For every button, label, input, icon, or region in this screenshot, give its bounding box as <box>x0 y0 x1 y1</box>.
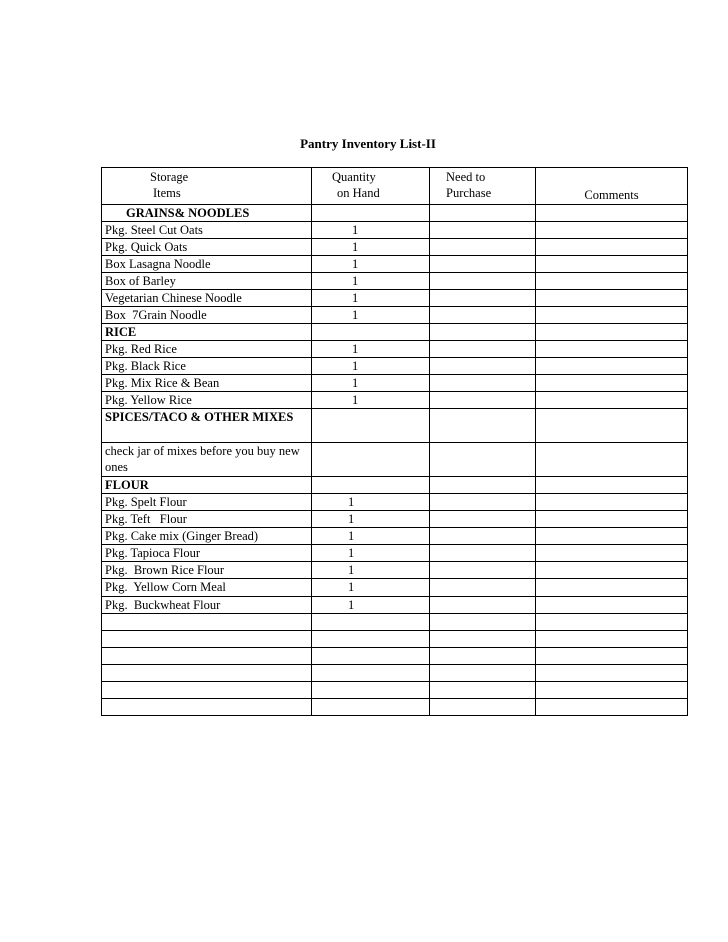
empty-row <box>102 682 688 699</box>
item-cell: Pkg. Quick Oats <box>102 239 312 256</box>
qty-cell <box>312 324 430 341</box>
qty-cell: 1 <box>312 597 430 614</box>
header-storage-line1: Storage <box>150 170 189 184</box>
item-cell <box>102 665 312 682</box>
comment-cell <box>536 324 688 341</box>
header-storage-items <box>102 168 312 205</box>
table-row <box>102 545 688 562</box>
comment-cell <box>536 545 688 562</box>
comment-cell <box>536 494 688 511</box>
qty-cell <box>312 443 430 477</box>
need-cell <box>430 409 536 443</box>
item-cell: Vegetarian Chinese Noodle <box>102 290 312 307</box>
comment-cell <box>536 562 688 579</box>
need-cell <box>430 222 536 239</box>
comment-cell <box>536 648 688 665</box>
need-cell <box>430 528 536 545</box>
header-quantity-line1: Quantity <box>332 170 376 184</box>
comment-cell <box>536 511 688 528</box>
item-cell: Pkg. Spelt Flour <box>102 494 312 511</box>
empty-row <box>102 665 688 682</box>
qty-cell <box>312 648 430 665</box>
item-cell: Pkg. Steel Cut Oats <box>102 222 312 239</box>
item-cell: Pkg. Yellow Rice <box>102 392 312 409</box>
category-label: RICE <box>102 324 312 341</box>
comment-cell <box>536 579 688 597</box>
qty-cell: 1 <box>312 358 430 375</box>
need-cell <box>430 597 536 614</box>
qty-cell: 1 <box>312 307 430 324</box>
qty-cell <box>312 477 430 494</box>
item-cell <box>102 682 312 699</box>
qty-cell: 1 <box>312 222 430 239</box>
qty-cell <box>312 665 430 682</box>
item-cell <box>102 631 312 648</box>
need-cell <box>430 375 536 392</box>
inventory-table <box>101 167 688 716</box>
item-cell: Box 7Grain Noodle <box>102 307 312 324</box>
qty-cell <box>312 409 430 443</box>
comment-cell <box>536 239 688 256</box>
need-cell <box>430 648 536 665</box>
item-cell: Pkg. Black Rice <box>102 358 312 375</box>
comment-cell <box>536 205 688 222</box>
item-cell: Pkg. Yellow Corn Meal <box>102 579 312 597</box>
comment-cell <box>536 477 688 494</box>
item-cell: Pkg. Teft Flour <box>102 511 312 528</box>
qty-cell: 1 <box>312 562 430 579</box>
header-need-line2: Purchase <box>446 186 492 200</box>
table-row <box>102 494 688 511</box>
comment-cell <box>536 409 688 443</box>
item-cell <box>102 699 312 716</box>
comment-cell <box>536 222 688 239</box>
item-cell: Box Lasagna Noodle <box>102 256 312 273</box>
need-cell <box>430 205 536 222</box>
need-cell <box>430 545 536 562</box>
qty-cell: 1 <box>312 392 430 409</box>
comment-cell <box>536 375 688 392</box>
table-row <box>102 239 688 256</box>
comment-cell <box>536 341 688 358</box>
category-label: SPICES/TACO & OTHER MIXES <box>102 409 312 443</box>
qty-cell <box>312 682 430 699</box>
table-row <box>102 324 688 341</box>
qty-cell: 1 <box>312 528 430 545</box>
page-title: Pantry Inventory List-II <box>300 136 436 151</box>
item-cell: Pkg. Buckwheat Flour <box>102 597 312 614</box>
need-cell <box>430 256 536 273</box>
table-row <box>102 409 688 443</box>
qty-cell: 1 <box>312 256 430 273</box>
need-cell <box>430 699 536 716</box>
category-label: FLOUR <box>102 477 312 494</box>
table-row <box>102 256 688 273</box>
need-cell <box>430 290 536 307</box>
comment-cell <box>536 358 688 375</box>
comment-cell <box>536 307 688 324</box>
item-note-cell: check jar of mixes before you buy new ones <box>102 443 312 477</box>
table-row <box>102 597 688 614</box>
item-cell: Pkg. Mix Rice & Bean <box>102 375 312 392</box>
table-row <box>102 511 688 528</box>
qty-cell <box>312 631 430 648</box>
item-cell: Box of Barley <box>102 273 312 290</box>
empty-row <box>102 699 688 716</box>
need-cell <box>430 477 536 494</box>
item-cell: Pkg. Cake mix (Ginger Bread) <box>102 528 312 545</box>
qty-cell: 1 <box>312 375 430 392</box>
table-row <box>102 358 688 375</box>
table-row <box>102 443 688 477</box>
comment-cell <box>536 699 688 716</box>
table-row <box>102 375 688 392</box>
table-row <box>102 307 688 324</box>
need-cell <box>430 341 536 358</box>
need-cell <box>430 665 536 682</box>
comment-cell <box>536 273 688 290</box>
comment-cell <box>536 528 688 545</box>
comment-cell <box>536 682 688 699</box>
need-cell <box>430 579 536 597</box>
qty-cell: 1 <box>312 579 430 597</box>
table-row <box>102 562 688 579</box>
qty-cell: 1 <box>312 511 430 528</box>
comment-cell <box>536 392 688 409</box>
need-cell <box>430 631 536 648</box>
item-cell: Pkg. Red Rice <box>102 341 312 358</box>
qty-cell <box>312 614 430 631</box>
header-need-to-purchase <box>430 168 536 205</box>
item-cell <box>102 648 312 665</box>
qty-cell: 1 <box>312 239 430 256</box>
comment-cell <box>536 631 688 648</box>
table-row <box>102 222 688 239</box>
category-label: GRAINS& NOODLES <box>102 205 312 222</box>
header-storage-line2: Items <box>153 186 181 200</box>
need-cell <box>430 239 536 256</box>
need-cell <box>430 511 536 528</box>
empty-row <box>102 614 688 631</box>
table-row <box>102 205 688 222</box>
need-cell <box>430 307 536 324</box>
qty-cell: 1 <box>312 341 430 358</box>
need-cell <box>430 682 536 699</box>
table-row <box>102 341 688 358</box>
table-row <box>102 579 688 597</box>
need-cell <box>430 494 536 511</box>
qty-cell <box>312 699 430 716</box>
need-cell <box>430 324 536 341</box>
comment-cell <box>536 443 688 477</box>
item-cell: Pkg. Brown Rice Flour <box>102 562 312 579</box>
empty-row <box>102 631 688 648</box>
empty-row <box>102 648 688 665</box>
item-cell: Pkg. Tapioca Flour <box>102 545 312 562</box>
comment-cell <box>536 614 688 631</box>
header-need-line1: Need to <box>446 170 486 184</box>
qty-cell <box>312 205 430 222</box>
header-quantity-line2: on Hand <box>337 186 380 200</box>
header-row <box>102 168 688 205</box>
qty-cell: 1 <box>312 494 430 511</box>
qty-cell: 1 <box>312 273 430 290</box>
need-cell <box>430 358 536 375</box>
need-cell <box>430 562 536 579</box>
item-cell <box>102 614 312 631</box>
table-row <box>102 392 688 409</box>
need-cell <box>430 443 536 477</box>
comment-cell <box>536 256 688 273</box>
qty-cell: 1 <box>312 545 430 562</box>
header-comments: Comments <box>536 168 688 205</box>
comment-cell <box>536 290 688 307</box>
table-row <box>102 528 688 545</box>
need-cell <box>430 273 536 290</box>
table-row <box>102 477 688 494</box>
qty-cell: 1 <box>312 290 430 307</box>
comment-cell <box>536 597 688 614</box>
comment-cell <box>536 665 688 682</box>
header-quantity <box>312 168 430 205</box>
table-row <box>102 273 688 290</box>
table-row <box>102 290 688 307</box>
need-cell <box>430 614 536 631</box>
need-cell <box>430 392 536 409</box>
